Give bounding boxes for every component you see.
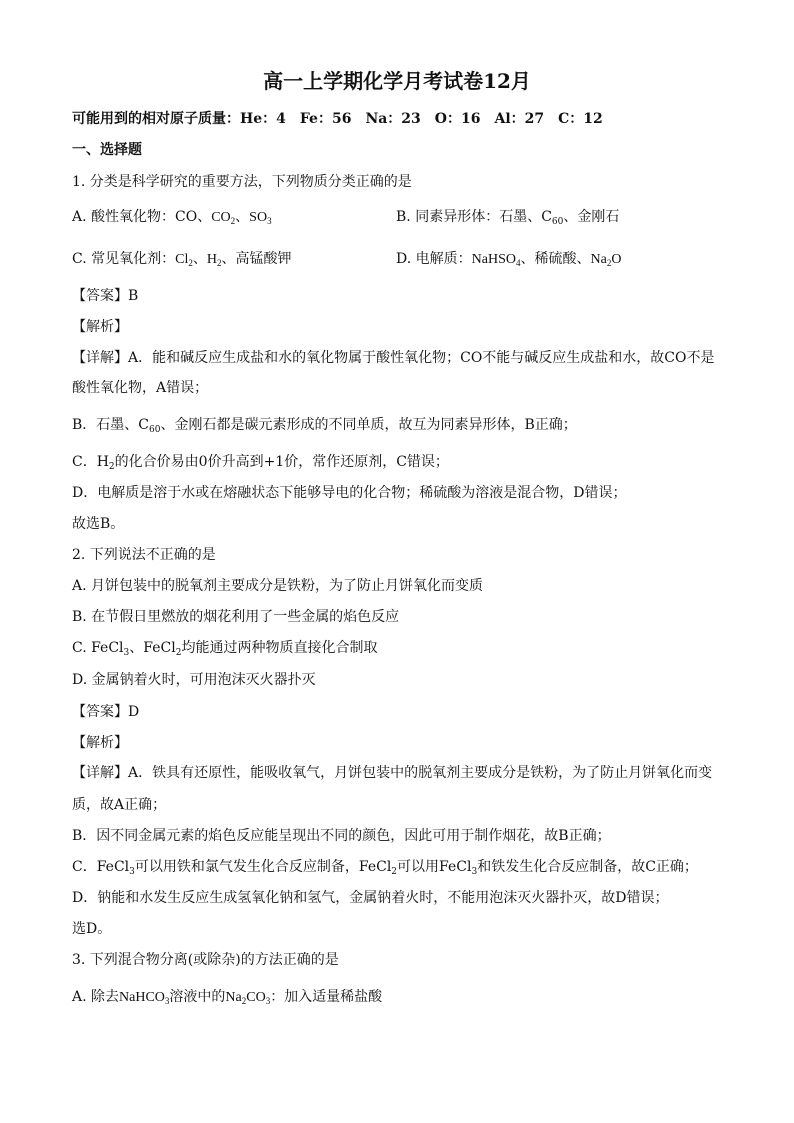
formula-h2: $H_2$	[206, 252, 222, 268]
atomic-mass-line: 可能用到的相对原子质量：He：4 Fe：56 Na：23 O：16 Al：27 C：12	[72, 111, 603, 127]
q2-detail-2: 质，故A正确；	[72, 797, 167, 813]
q2-stem: 2. 下列说法不正确的是	[72, 547, 216, 563]
formula-nahso4: NaHSO$_4$	[471, 252, 521, 268]
q2-detail-4: C．FeCl$_3$可以用铁和氯气发生化合反应制备，FeCl$_2$可以用FeCl$_3$和铁发生化合反应制备，故C正确；	[72, 859, 698, 877]
q2-option-b: B. 在节假日里燃放的烟花利用了一些金属的焰色反应	[72, 609, 400, 625]
page-title: 高一上学期化学月考试卷12月	[263, 69, 531, 93]
formula-na2co3: $Na_2CO_3$	[225, 990, 271, 1006]
q1-detail-3: B．石墨、$C_{60}$、金刚石都是碳元素形成的不同单质，故互为同素异形体，B正确；	[72, 417, 577, 435]
q1-detail-1: 【详解】A．能和碱反应生成盐和水的氧化物属于酸性氧化物；CO不能与碱反应生成盐和水，故CO不是	[72, 350, 715, 366]
q1-option-a-prefix: A. 酸性氧化物：CO、	[72, 209, 212, 225]
q1-option-b: B. 同素异形体：石墨、$C_{60}$、金刚石	[396, 209, 620, 227]
q2-detail-3: B．因不同金属元素的焰色反应能呈现出不同的颜色，因此可用于制作烟花，故B正确；	[72, 828, 611, 844]
q1-stem: 1. 分类是科学研究的重要方法，下列物质分类正确的是	[72, 174, 412, 190]
q1-detail-2: 酸性氧化物，A错误；	[72, 380, 209, 396]
q1-option-a: A. 酸性氧化物：CO、$CO_2$、$SO_3$	[72, 209, 272, 226]
q2-detail-5: D．钠能和水发生反应生成氢氧化钠和氢气，金属钠着火时，不能用泡沫灭火器扑灭，故D错误；	[72, 890, 669, 906]
formula-na2o: $Na_2O$	[590, 252, 622, 268]
q1-detail-4: C．$H_2$的化合价易由0价升高到+1价，常作还原剂，C错误；	[72, 454, 449, 472]
q2-option-d: D. 金属钠着火时，可用泡沫灭火器扑灭	[72, 672, 316, 688]
section-heading: 一、选择题	[72, 142, 142, 158]
formula-nahco3: NaHCO$_3$	[119, 990, 170, 1006]
formula-so3: $SO_3$	[249, 210, 272, 226]
q2-conclusion: 选D。	[72, 921, 112, 937]
q3-option-a: A. 除去NaHCO$_3$溶液中的$Na_2CO_3$：加入适量稀盐酸	[72, 989, 383, 1006]
q1-option-d: D. 电解质：NaHSO$_4$、稀硫酸、$Na_2O$	[396, 251, 622, 268]
formula-co2: $CO_2$	[211, 210, 236, 226]
q2-option-a: A. 月饼包装中的脱氧剂主要成分是铁粉，为了防止月饼氧化而变质	[72, 578, 484, 594]
q1-analysis-label: 【解析】	[72, 319, 128, 335]
q1-option-c: C. 常见氧化剂：$Cl_2$、$H_2$、高锰酸钾	[72, 251, 292, 268]
q1-answer: 【答案】B	[72, 288, 139, 304]
q2-option-c: C. FeCl$_3$、FeCl$_2$均能通过两种物质直接化合制取	[72, 640, 378, 658]
q2-detail-1: 【详解】A．铁具有还原性，能吸收氧气，月饼包装中的脱氧剂主要成分是铁粉，为了防止月饼氧化而变	[72, 765, 713, 781]
q1-detail-5: D．电解质是溶于水或在熔融状态下能够导电的化合物；稀硫酸为溶液是混合物，D错误；	[72, 485, 627, 501]
q3-stem: 3. 下列混合物分离(或除杂)的方法正确的是	[72, 952, 339, 968]
q2-analysis-label: 【解析】	[72, 735, 128, 751]
q1-conclusion: 故选B。	[72, 516, 125, 532]
formula-cl2: $Cl_2$	[175, 252, 193, 268]
q2-answer: 【答案】D	[72, 704, 140, 720]
